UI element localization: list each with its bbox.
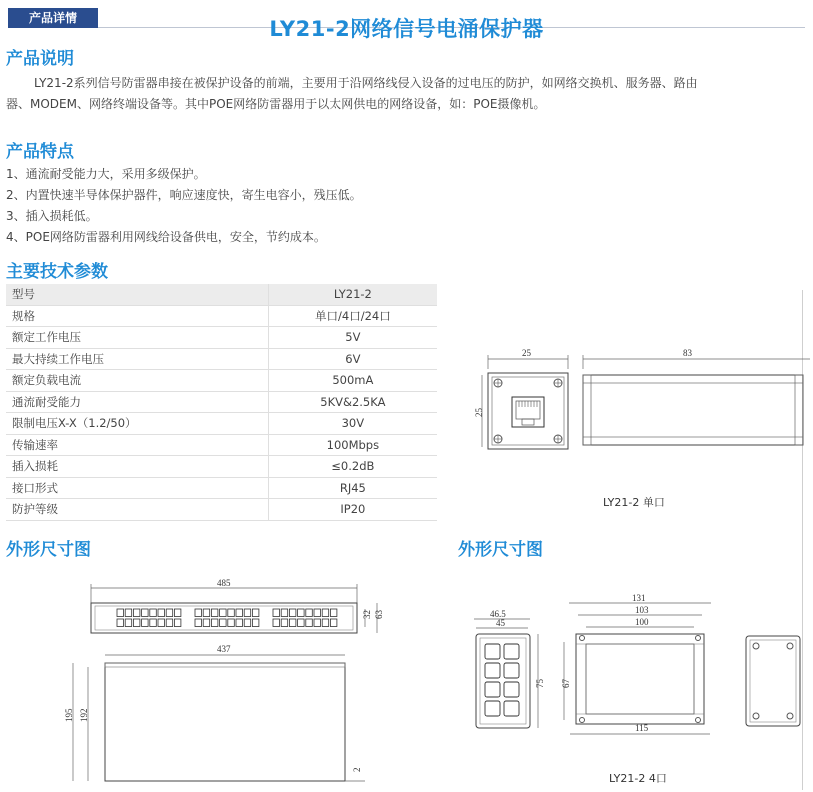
dim-rack-485: 485 xyxy=(217,578,231,588)
rj45-port-icon xyxy=(504,663,519,678)
rj45-port-icon xyxy=(504,644,519,659)
rj45-port-icon xyxy=(298,619,305,627)
rj45-port-icon xyxy=(166,619,173,627)
spec-key: 通流耐受能力 xyxy=(6,391,268,413)
product-detail-tag: 产品详情 xyxy=(8,8,98,28)
spec-key: 额定工作电压 xyxy=(6,327,268,349)
rj45-port-icon xyxy=(314,619,321,627)
spec-row xyxy=(6,305,437,327)
spec-row xyxy=(6,499,437,521)
rj45-port-icon xyxy=(273,619,280,627)
rj45-port-icon xyxy=(244,609,251,617)
dim-four-75: 75 xyxy=(535,679,545,688)
spec-row xyxy=(6,477,437,499)
rj45-port-icon xyxy=(485,663,500,678)
rj45-port-icon xyxy=(252,609,259,617)
spec-value: 5KV&2.5KA xyxy=(268,391,437,413)
spec-key: 额定负载电流 xyxy=(6,370,268,392)
spec-value: LY21-2 xyxy=(268,284,437,305)
page-title: LY21-2网络信号电涌保护器 xyxy=(269,17,544,41)
dim-four-67: 67 xyxy=(561,679,571,688)
spec-row xyxy=(6,456,437,478)
four-port-caption: LY21-2 4口 xyxy=(609,772,667,785)
rj45-port-icon xyxy=(322,619,329,627)
rj45-port-icon xyxy=(298,609,305,617)
spec-key: 限制电压X-X（1.2/50） xyxy=(6,413,268,435)
rj45-port-icon xyxy=(195,619,202,627)
specs-table xyxy=(6,284,437,521)
dim-single-length: 83 xyxy=(683,348,692,358)
dim-rack-63: 63 xyxy=(374,610,384,619)
dim-four-46.5: 46.5 xyxy=(490,609,506,619)
spec-value: 100Mbps xyxy=(268,434,437,456)
rj45-port-icon xyxy=(330,609,337,617)
rj45-port-icon xyxy=(158,609,165,617)
rj45-port-icon xyxy=(150,609,157,617)
specs-heading: 主要技术参数 xyxy=(6,262,108,282)
rj45-port-icon xyxy=(158,619,165,627)
dim-four-100: 100 xyxy=(635,617,649,627)
dim-four-45: 45 xyxy=(496,618,505,628)
rj45-port-icon xyxy=(485,701,500,716)
dim-rack-195: 195 xyxy=(64,708,74,722)
rj45-port-icon xyxy=(236,609,243,617)
rj45-port-icon xyxy=(203,619,210,627)
rack-drawing xyxy=(55,575,400,790)
rj45-port-icon xyxy=(252,619,259,627)
spec-value: 6V xyxy=(268,348,437,370)
dim-rack-2: 2 xyxy=(352,767,362,772)
rj45-port-icon xyxy=(281,609,288,617)
rj45-port-icon xyxy=(117,619,124,627)
spec-row xyxy=(6,413,437,435)
spec-key: 插入损耗 xyxy=(6,456,268,478)
spec-row xyxy=(6,327,437,349)
single-port-caption: LY21-2 单口 xyxy=(603,496,665,509)
rj45-port-icon xyxy=(244,619,251,627)
rj45-port-icon xyxy=(289,609,296,617)
spec-row xyxy=(6,284,437,305)
dim-single-width: 25 xyxy=(522,348,531,358)
spec-key: 最大持续工作电压 xyxy=(6,348,268,370)
rj45-port-icon xyxy=(236,619,243,627)
features-heading: 产品特点 xyxy=(6,142,74,162)
rj45-port-icon xyxy=(125,619,132,627)
rj45-port-icon xyxy=(203,609,210,617)
rj45-port-icon xyxy=(150,619,157,627)
rj45-port-icon xyxy=(485,644,500,659)
rj45-port-icon xyxy=(330,619,337,627)
dim-rack-192: 192 xyxy=(79,708,89,722)
rj45-port-icon xyxy=(195,609,202,617)
rj45-port-icon xyxy=(289,619,296,627)
rj45-port-icon xyxy=(125,609,132,617)
rj45-port-icon xyxy=(485,682,500,697)
dimension-heading-left: 外形尺寸图 xyxy=(6,540,91,560)
spec-key: 防护等级 xyxy=(6,499,268,521)
spec-row xyxy=(6,391,437,413)
rj45-port-icon xyxy=(306,609,313,617)
spec-value: 单口/4口/24口 xyxy=(268,305,437,327)
dim-four-103: 103 xyxy=(635,605,649,615)
rj45-port-icon xyxy=(220,609,227,617)
description-paragraph xyxy=(6,73,806,115)
rj45-port-icon xyxy=(504,701,519,716)
rj45-port-icon xyxy=(504,682,519,697)
dim-single-height: 25 xyxy=(474,408,484,417)
dim-four-115: 115 xyxy=(635,723,649,733)
spec-row xyxy=(6,434,437,456)
description-line-1: LY21-2系列信号防雷器串接在被保护设备的前端，主要用于沿网络线侵入设备的过电压的防护，如网络交换机、服务器、路由 xyxy=(34,76,698,90)
rj45-port-icon xyxy=(220,619,227,627)
feature-item: 1、通流耐受能力大，采用多级保护。 xyxy=(6,167,206,181)
rj45-port-icon xyxy=(306,619,313,627)
dim-rack-32: 32 xyxy=(362,610,372,619)
rj45-port-icon xyxy=(228,619,235,627)
rj45-port-icon xyxy=(174,619,181,627)
single-port-drawing xyxy=(470,345,810,465)
spec-value: 30V xyxy=(268,413,437,435)
feature-item: 4、POE网络防雷器利用网线给设备供电，安全，节约成本。 xyxy=(6,230,326,244)
rj45-port-icon xyxy=(117,609,124,617)
spec-row xyxy=(6,370,437,392)
rj45-port-icon xyxy=(174,609,181,617)
spec-key: 接口形式 xyxy=(6,477,268,499)
rj45-port-icon xyxy=(314,609,321,617)
spec-value: 500mA xyxy=(268,370,437,392)
spec-row xyxy=(6,348,437,370)
dimension-heading-right: 外形尺寸图 xyxy=(458,540,543,560)
spec-value: RJ45 xyxy=(268,477,437,499)
features-list xyxy=(6,164,362,248)
rj45-port-icon xyxy=(142,609,149,617)
spec-key: 传输速率 xyxy=(6,434,268,456)
rj45-port-icon xyxy=(133,619,140,627)
rj45-port-icon xyxy=(281,619,288,627)
feature-item: 3、插入损耗低。 xyxy=(6,209,98,223)
dim-rack-437: 437 xyxy=(217,644,231,654)
spec-key: 型号 xyxy=(6,284,268,305)
rj45-port-icon xyxy=(211,619,218,627)
feature-item: 2、内置快速半导体保护器件，响应速度快，寄生电容小，残压低。 xyxy=(6,188,362,202)
four-port-drawing xyxy=(468,590,808,740)
rj45-port-icon xyxy=(133,609,140,617)
description-heading: 产品说明 xyxy=(6,49,74,69)
rj45-port-icon xyxy=(273,609,280,617)
rj45-port-icon xyxy=(142,619,149,627)
dim-four-131: 131 xyxy=(632,593,646,603)
rj45-port-icon xyxy=(166,609,173,617)
rj45-port-icon xyxy=(322,609,329,617)
rj45-port-icon xyxy=(211,609,218,617)
spec-value: IP20 xyxy=(268,499,437,521)
spec-value: ≤0.2dB xyxy=(268,456,437,478)
rj45-port-icon xyxy=(228,609,235,617)
spec-key: 规格 xyxy=(6,305,268,327)
spec-value: 5V xyxy=(268,327,437,349)
description-line-2: 器、MODEM、网络终端设备等。其中POE网络防雷器用于以太网供电的网络设备，如：POE摄像机。 xyxy=(6,97,546,111)
